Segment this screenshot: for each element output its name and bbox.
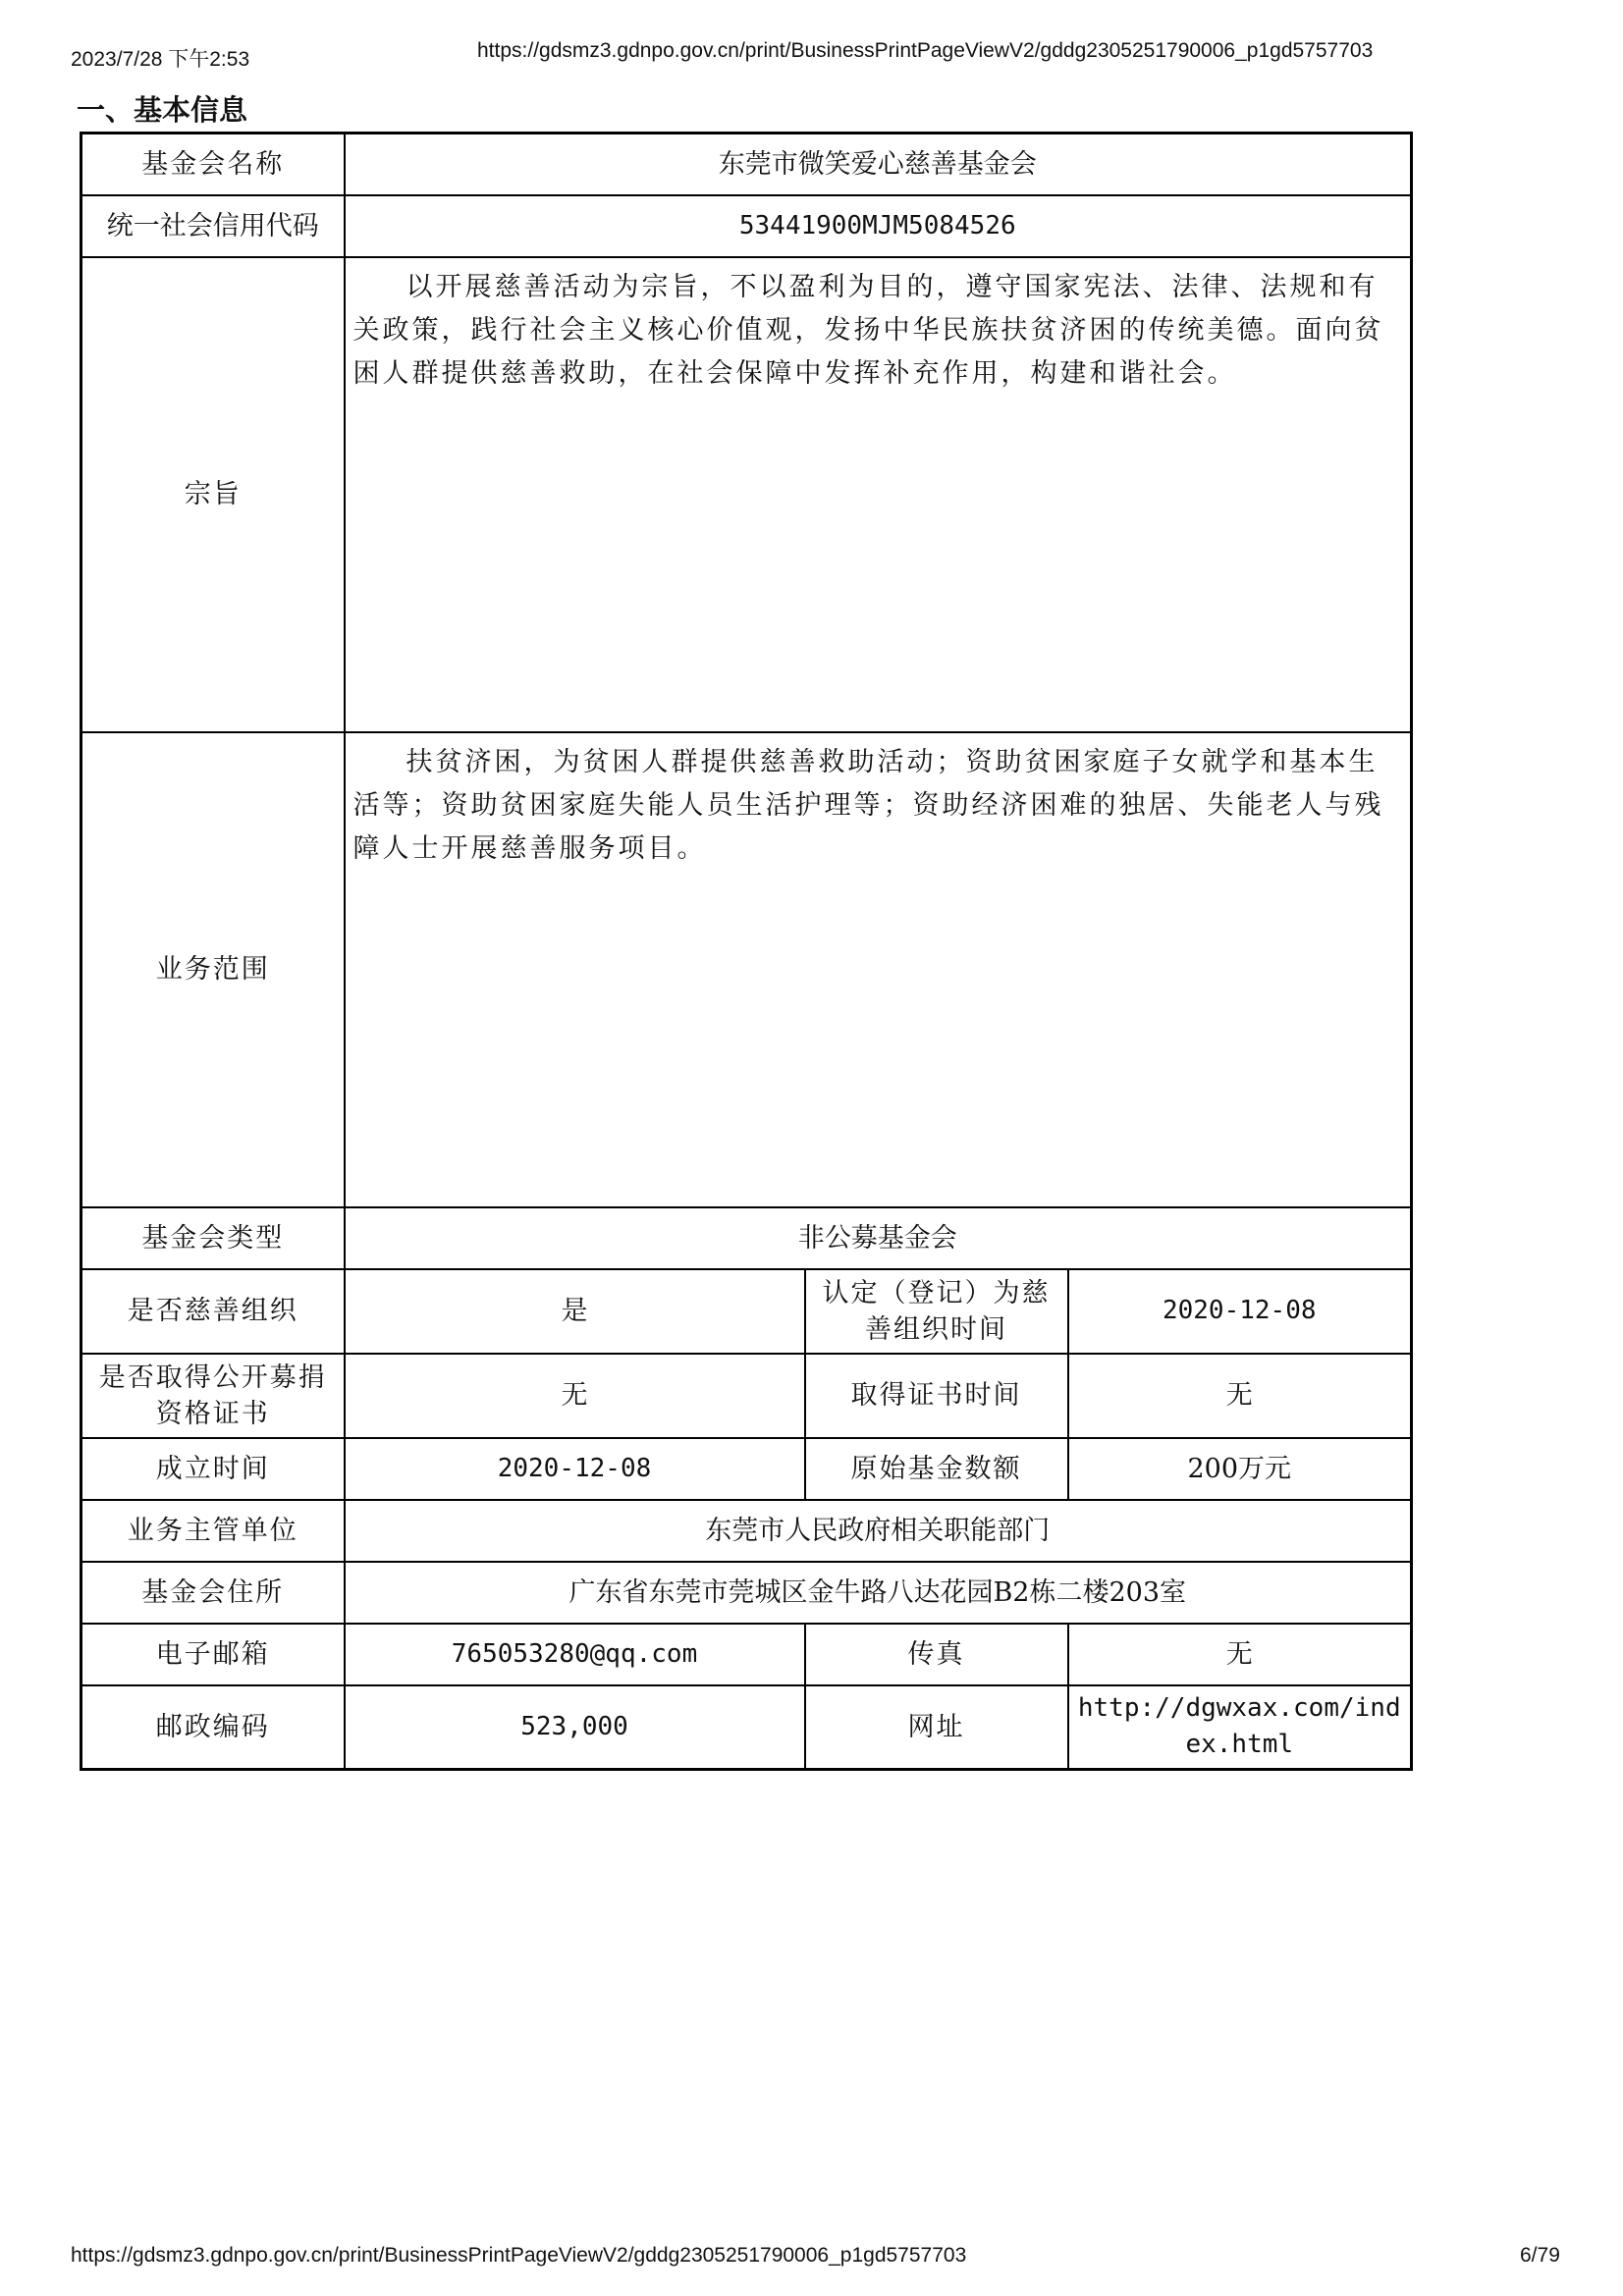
row-business-scope <box>81 732 1412 1207</box>
page-number: 6/79 <box>1520 2244 1560 2267</box>
row-credit-code <box>81 195 1412 257</box>
credit-code-label: 统一社会信用代码 <box>81 195 345 257</box>
public-fundraising-label: 是否取得公开募捐资格证书 <box>81 1354 345 1438</box>
row-public-fundraising <box>81 1354 1412 1438</box>
row-purpose <box>81 257 1412 732</box>
fax-label: 传真 <box>805 1624 1068 1685</box>
foundation-type-value: 非公募基金会 <box>345 1207 1412 1269</box>
address-value: 广东省东莞市莞城区金牛路八达花园B2栋二楼203室 <box>345 1562 1412 1624</box>
postcode-value: 523,000 <box>345 1685 805 1770</box>
public-fundraising-value: 无 <box>345 1354 805 1438</box>
row-supervisor <box>81 1500 1412 1562</box>
supervisor-label: 业务主管单位 <box>81 1500 345 1562</box>
cert-date-label: 取得证书时间 <box>805 1354 1068 1438</box>
established-label: 成立时间 <box>81 1438 345 1500</box>
print-header-url: https://gdsmz3.gdnpo.gov.cn/print/BusinessPrintPageViewV2/gddg2305251790006_p1gd5757703 <box>477 39 1374 62</box>
foundation-name-value: 东莞市微笑爱心慈善基金会 <box>345 133 1412 195</box>
supervisor-value: 东莞市人民政府相关职能部门 <box>345 1500 1412 1562</box>
cert-date-value: 无 <box>1068 1354 1412 1438</box>
business-scope-label: 业务范围 <box>81 732 345 1207</box>
original-fund-label: 原始基金数额 <box>805 1438 1068 1500</box>
section-title: 一、基本信息 <box>77 93 248 127</box>
row-email-fax <box>81 1624 1412 1685</box>
foundation-name-label: 基金会名称 <box>81 133 345 195</box>
is-charity-label: 是否慈善组织 <box>81 1269 345 1354</box>
print-footer-url: https://gdsmz3.gdnpo.gov.cn/print/BusinessPrintPageViewV2/gddg2305251790006_p1gd5757703 <box>71 2244 967 2267</box>
row-postcode-website <box>81 1685 1412 1770</box>
row-charity-status <box>81 1269 1412 1354</box>
credit-code-value: 53441900MJM5084526 <box>345 195 1412 257</box>
charity-date-value: 2020-12-08 <box>1068 1269 1412 1354</box>
is-charity-value: 是 <box>345 1269 805 1354</box>
website-value: http://dgwxax.com/index.html <box>1068 1685 1412 1770</box>
website-label: 网址 <box>805 1685 1068 1770</box>
charity-date-label: 认定（登记）为慈善组织时间 <box>805 1269 1068 1354</box>
postcode-label: 邮政编码 <box>81 1685 345 1770</box>
row-established <box>81 1438 1412 1500</box>
purpose-value: 以开展慈善活动为宗旨，不以盈利为目的，遵守国家宪法、法律、法规和有关政策，践行社会主义核心价值观，发扬中华民族扶贫济困的传统美德。面向贫困人群提供慈善救助，在社会保障中发挥补充作用，构建和谐社会。 <box>345 257 1412 732</box>
email-label: 电子邮箱 <box>81 1624 345 1685</box>
row-foundation-type <box>81 1207 1412 1269</box>
row-foundation-name <box>81 133 1412 195</box>
established-value: 2020-12-08 <box>345 1438 805 1500</box>
original-fund-value: 200万元 <box>1068 1438 1412 1500</box>
business-scope-value: 扶贫济困，为贫困人群提供慈善救助活动；资助贫困家庭子女就学和基本生活等；资助贫困家庭失能人员生活护理等；资助经济困难的独居、失能老人与残障人士开展慈善服务项目。 <box>345 732 1412 1207</box>
foundation-type-label: 基金会类型 <box>81 1207 345 1269</box>
purpose-label: 宗旨 <box>81 257 345 732</box>
row-address <box>81 1562 1412 1624</box>
email-value: 765053280@qq.com <box>345 1624 805 1685</box>
print-datetime: 2023/7/28 下午2:53 <box>71 48 250 71</box>
fax-value: 无 <box>1068 1624 1412 1685</box>
basic-info-table <box>80 132 1413 1771</box>
address-label: 基金会住所 <box>81 1562 345 1624</box>
